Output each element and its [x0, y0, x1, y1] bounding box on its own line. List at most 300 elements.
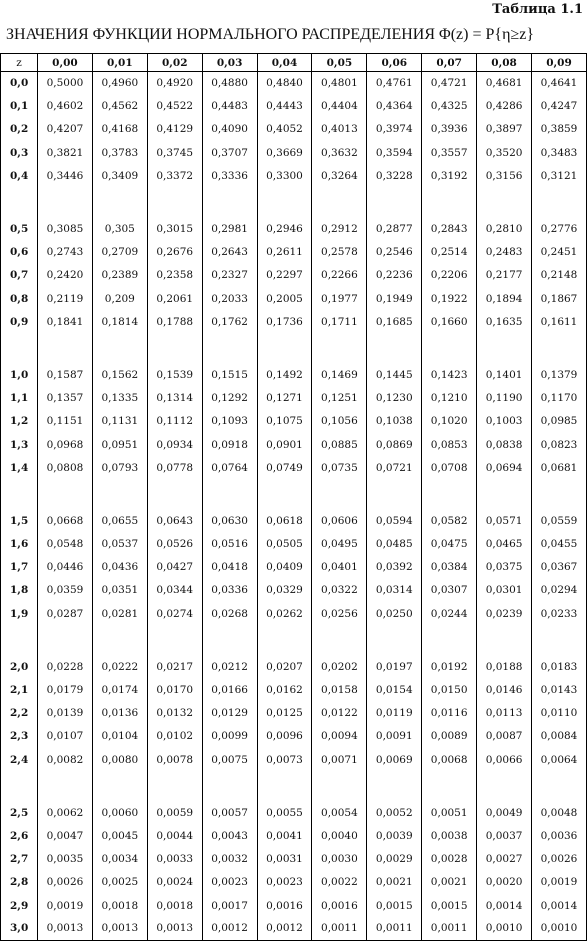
probability-cell: 0,0049	[477, 801, 532, 824]
column-header: 0,04	[257, 54, 312, 72]
probability-cell: 0,4168	[92, 118, 147, 141]
probability-cell: 0,0019	[38, 894, 93, 917]
probability-cell: 0,0129	[202, 702, 257, 725]
table-row	[1, 917, 587, 940]
z-value-cell: 2,5	[1, 801, 38, 824]
probability-cell: 0,1075	[257, 410, 312, 433]
spacer-cell	[92, 187, 147, 217]
probability-cell: 0,0367	[532, 556, 587, 579]
probability-cell: 0,0392	[367, 556, 422, 579]
probability-cell: 0,0244	[422, 602, 477, 625]
probability-cell: 0,1711	[312, 310, 367, 333]
probability-cell: 0,3783	[92, 141, 147, 164]
spacer-cell	[312, 333, 367, 363]
table-row	[1, 287, 587, 310]
probability-cell: 0,1357	[38, 387, 93, 410]
probability-cell: 0,1635	[477, 310, 532, 333]
spacer-cell	[1, 333, 38, 363]
header-row	[1, 54, 587, 72]
spacer-cell	[532, 479, 587, 509]
probability-cell: 0,1922	[422, 287, 477, 310]
probability-cell: 0,2358	[147, 264, 202, 287]
z-value-cell: 2,1	[1, 678, 38, 701]
probability-cell: 0,2946	[257, 217, 312, 240]
table-row	[1, 871, 587, 894]
table-row	[1, 363, 587, 386]
probability-cell: 0,1788	[147, 310, 202, 333]
probability-cell: 0,0113	[477, 702, 532, 725]
probability-cell: 0,4681	[477, 72, 532, 95]
probability-cell: 0,1469	[312, 363, 367, 386]
probability-cell: 0,4761	[367, 72, 422, 95]
probability-cell: 0,2810	[477, 217, 532, 240]
table-row	[1, 433, 587, 456]
probability-cell: 0,0045	[92, 824, 147, 847]
probability-cell: 0,0287	[38, 602, 93, 625]
probability-cell: 0,4443	[257, 95, 312, 118]
spacer-cell	[422, 187, 477, 217]
table-row	[1, 702, 587, 725]
probability-cell: 0,1020	[422, 410, 477, 433]
probability-cell: 0,0823	[532, 433, 587, 456]
probability-cell: 0,0192	[422, 655, 477, 678]
spacer-cell	[477, 187, 532, 217]
probability-cell: 0,0778	[147, 456, 202, 479]
probability-cell: 0,1190	[477, 387, 532, 410]
group-spacer-row	[1, 187, 587, 217]
probability-cell: 0,4090	[202, 118, 257, 141]
probability-cell: 0,3897	[477, 118, 532, 141]
spacer-cell	[202, 187, 257, 217]
probability-cell: 0,0039	[367, 824, 422, 847]
table-body	[1, 72, 587, 941]
probability-cell: 0,0038	[422, 824, 477, 847]
probability-cell: 0,0985	[532, 410, 587, 433]
probability-cell: 0,0013	[147, 917, 202, 940]
probability-cell: 0,0078	[147, 748, 202, 771]
probability-cell: 0,1112	[147, 410, 202, 433]
probability-cell: 0,1379	[532, 363, 587, 386]
probability-cell: 0,0594	[367, 509, 422, 532]
probability-cell: 0,1151	[38, 410, 93, 433]
probability-cell: 0,0559	[532, 509, 587, 532]
probability-cell: 0,1685	[367, 310, 422, 333]
probability-cell: 0,0808	[38, 456, 93, 479]
probability-cell: 0,0021	[422, 871, 477, 894]
probability-cell: 0,4880	[202, 72, 257, 95]
probability-cell: 0,0073	[257, 748, 312, 771]
probability-cell: 0,0019	[532, 871, 587, 894]
probability-cell: 0,4129	[147, 118, 202, 141]
probability-cell: 0,3974	[367, 118, 422, 141]
probability-cell: 0,1251	[312, 387, 367, 410]
probability-cell: 0,1335	[92, 387, 147, 410]
probability-cell: 0,2119	[38, 287, 93, 310]
probability-cell: 0,0401	[312, 556, 367, 579]
probability-cell: 0,0064	[532, 748, 587, 771]
probability-cell: 0,3085	[38, 217, 93, 240]
probability-cell: 0,0505	[257, 533, 312, 556]
probability-cell: 0,0548	[38, 533, 93, 556]
probability-cell: 0,1210	[422, 387, 477, 410]
probability-cell: 0,0233	[532, 602, 587, 625]
probability-cell: 0,0023	[257, 871, 312, 894]
probability-cell: 0,4052	[257, 118, 312, 141]
probability-cell: 0,2206	[422, 264, 477, 287]
column-header: 0,03	[202, 54, 257, 72]
column-header: 0,08	[477, 54, 532, 72]
probability-cell: 0,0136	[92, 702, 147, 725]
group-spacer-row	[1, 479, 587, 509]
table-row	[1, 72, 587, 95]
spacer-cell	[422, 333, 477, 363]
probability-cell: 0,4013	[312, 118, 367, 141]
spacer-cell	[422, 771, 477, 801]
probability-cell: 0,0749	[257, 456, 312, 479]
probability-cell: 0,0075	[202, 748, 257, 771]
table-row	[1, 579, 587, 602]
probability-cell: 0,5000	[38, 72, 93, 95]
probability-cell: 0,3192	[422, 164, 477, 187]
spacer-cell	[367, 333, 422, 363]
probability-cell: 0,0294	[532, 579, 587, 602]
probability-cell: 0,2005	[257, 287, 312, 310]
probability-cell: 0,1515	[202, 363, 257, 386]
probability-cell: 0,2743	[38, 241, 93, 264]
probability-cell: 0,4286	[477, 95, 532, 118]
table-row	[1, 602, 587, 625]
z-value-cell: 1,3	[1, 433, 38, 456]
probability-cell: 0,4801	[312, 72, 367, 95]
group-spacer-row	[1, 333, 587, 363]
probability-cell: 0,3015	[147, 217, 202, 240]
probability-cell: 0,0853	[422, 433, 477, 456]
probability-cell: 0,0116	[422, 702, 477, 725]
probability-cell: 0,0015	[422, 894, 477, 917]
spacer-cell	[477, 625, 532, 655]
probability-cell: 0,0087	[477, 725, 532, 748]
probability-cell: 0,2877	[367, 217, 422, 240]
table-row	[1, 655, 587, 678]
probability-cell: 0,2676	[147, 241, 202, 264]
probability-cell: 0,1056	[312, 410, 367, 433]
z-value-cell: 0,2	[1, 118, 38, 141]
probability-cell: 0,4562	[92, 95, 147, 118]
probability-cell: 0,0013	[92, 917, 147, 940]
probability-cell: 0,0322	[312, 579, 367, 602]
probability-cell: 0,0015	[367, 894, 422, 917]
probability-cell: 0,1170	[532, 387, 587, 410]
probability-cell: 0,0028	[422, 848, 477, 871]
probability-cell: 0,0154	[367, 678, 422, 701]
probability-cell: 0,0571	[477, 509, 532, 532]
table-row	[1, 848, 587, 871]
table-row	[1, 387, 587, 410]
probability-cell: 0,0082	[38, 748, 93, 771]
probability-cell: 0,4522	[147, 95, 202, 118]
probability-cell: 0,2643	[202, 241, 257, 264]
probability-cell: 0,3483	[532, 141, 587, 164]
z-value-cell: 1,0	[1, 363, 38, 386]
probability-cell: 0,0051	[422, 801, 477, 824]
probability-cell: 0,0951	[92, 433, 147, 456]
probability-cell: 0,3669	[257, 141, 312, 164]
probability-cell: 0,0375	[477, 556, 532, 579]
probability-cell: 0,0162	[257, 678, 312, 701]
z-value-cell: 2,7	[1, 848, 38, 871]
probability-cell: 0,0122	[312, 702, 367, 725]
group-spacer-row	[1, 625, 587, 655]
probability-cell: 0,1038	[367, 410, 422, 433]
z-value-cell: 2,9	[1, 894, 38, 917]
probability-cell: 0,0143	[532, 678, 587, 701]
column-header: 0,07	[422, 54, 477, 72]
probability-cell: 0,0027	[477, 848, 532, 871]
table-row	[1, 95, 587, 118]
probability-cell: 0,0274	[147, 602, 202, 625]
probability-cell: 0,0146	[477, 678, 532, 701]
probability-cell: 0,4920	[147, 72, 202, 95]
probability-cell: 0,0119	[367, 702, 422, 725]
probability-cell: 0,0968	[38, 433, 93, 456]
probability-cell: 0,0059	[147, 801, 202, 824]
probability-cell: 0,1271	[257, 387, 312, 410]
probability-cell: 0,1587	[38, 363, 93, 386]
spacer-cell	[257, 187, 312, 217]
spacer-cell	[532, 187, 587, 217]
probability-cell: 0,2578	[312, 241, 367, 264]
spacer-cell	[257, 771, 312, 801]
probability-cell: 0,0029	[367, 848, 422, 871]
z-value-cell: 0,3	[1, 141, 38, 164]
table-row	[1, 556, 587, 579]
z-value-cell: 2,0	[1, 655, 38, 678]
probability-cell: 0,0016	[312, 894, 367, 917]
spacer-cell	[532, 771, 587, 801]
probability-cell: 0,0150	[422, 678, 477, 701]
probability-cell: 0,0062	[38, 801, 93, 824]
probability-cell: 0,3821	[38, 141, 93, 164]
probability-cell: 0,0301	[477, 579, 532, 602]
probability-cell: 0,0655	[92, 509, 147, 532]
probability-cell: 0,0014	[532, 894, 587, 917]
spacer-cell	[1, 187, 38, 217]
probability-cell: 0,1977	[312, 287, 367, 310]
z-value-cell: 0,6	[1, 241, 38, 264]
probability-cell: 0,0281	[92, 602, 147, 625]
probability-cell: 0,0017	[202, 894, 257, 917]
probability-cell: 0,2483	[477, 241, 532, 264]
probability-cell: 0,2843	[422, 217, 477, 240]
probability-cell: 0,0023	[202, 871, 257, 894]
z-value-cell: 2,2	[1, 702, 38, 725]
z-value-cell: 3,0	[1, 917, 38, 940]
probability-cell: 0,1894	[477, 287, 532, 310]
probability-cell: 0,0409	[257, 556, 312, 579]
probability-cell: 0,0455	[532, 533, 587, 556]
probability-cell: 0,4207	[38, 118, 93, 141]
probability-cell: 0,1003	[477, 410, 532, 433]
z-value-cell: 2,6	[1, 824, 38, 847]
probability-cell: 0,0020	[477, 871, 532, 894]
probability-cell: 0,0089	[422, 725, 477, 748]
probability-cell: 0,0436	[92, 556, 147, 579]
probability-cell: 0,0011	[422, 917, 477, 940]
probability-cell: 0,3594	[367, 141, 422, 164]
probability-cell: 0,0040	[312, 824, 367, 847]
probability-cell: 0,0228	[38, 655, 93, 678]
probability-cell: 0,0268	[202, 602, 257, 625]
spacer-cell	[202, 333, 257, 363]
spacer-cell	[367, 771, 422, 801]
z-value-cell: 1,2	[1, 410, 38, 433]
z-value-cell: 1,7	[1, 556, 38, 579]
probability-cell: 0,0526	[147, 533, 202, 556]
probability-cell: 0,3557	[422, 141, 477, 164]
spacer-cell	[367, 625, 422, 655]
probability-cell: 0,0013	[38, 917, 93, 940]
probability-cell: 0,1445	[367, 363, 422, 386]
probability-cell: 0,4364	[367, 95, 422, 118]
spacer-cell	[202, 625, 257, 655]
spacer-cell	[202, 771, 257, 801]
probability-cell: 0,2776	[532, 217, 587, 240]
probability-cell: 0,0694	[477, 456, 532, 479]
probability-cell: 0,0793	[92, 456, 147, 479]
probability-cell: 0,1093	[202, 410, 257, 433]
probability-cell: 0,0044	[147, 824, 202, 847]
column-header: 0,05	[312, 54, 367, 72]
normal-distribution-table	[0, 53, 587, 941]
table-row	[1, 264, 587, 287]
spacer-cell	[38, 333, 93, 363]
probability-cell: 0,2981	[202, 217, 257, 240]
column-header: 0,02	[147, 54, 202, 72]
spacer-cell	[147, 771, 202, 801]
z-value-cell: 1,5	[1, 509, 38, 532]
probability-cell: 0,0582	[422, 509, 477, 532]
probability-cell: 0,2236	[367, 264, 422, 287]
table-row	[1, 725, 587, 748]
table-row	[1, 410, 587, 433]
z-value-cell: 0,1	[1, 95, 38, 118]
probability-cell: 0,0485	[367, 533, 422, 556]
probability-cell: 0,1814	[92, 310, 147, 333]
spacer-cell	[477, 771, 532, 801]
probability-cell: 0,0055	[257, 801, 312, 824]
probability-cell: 0,0174	[92, 678, 147, 701]
probability-cell: 0,0014	[477, 894, 532, 917]
probability-cell: 0,1660	[422, 310, 477, 333]
probability-cell: 0,0096	[257, 725, 312, 748]
probability-cell: 0,0475	[422, 533, 477, 556]
probability-cell: 0,0084	[532, 725, 587, 748]
table-row	[1, 217, 587, 240]
spacer-cell	[92, 625, 147, 655]
probability-cell: 0,2177	[477, 264, 532, 287]
probability-cell: 0,0202	[312, 655, 367, 678]
probability-cell: 0,0170	[147, 678, 202, 701]
probability-cell: 0,4960	[92, 72, 147, 95]
probability-cell: 0,0606	[312, 509, 367, 532]
spacer-cell	[312, 625, 367, 655]
probability-cell: 0,2266	[312, 264, 367, 287]
probability-cell: 0,3859	[532, 118, 587, 141]
probability-cell: 0,0047	[38, 824, 93, 847]
spacer-cell	[257, 333, 312, 363]
probability-cell: 0,0030	[312, 848, 367, 871]
probability-cell: 0,2420	[38, 264, 93, 287]
probability-cell: 0,3264	[312, 164, 367, 187]
spacer-cell	[38, 771, 93, 801]
probability-cell: 0,1423	[422, 363, 477, 386]
probability-cell: 0,4721	[422, 72, 477, 95]
probability-cell: 0,3372	[147, 164, 202, 187]
probability-cell: 0,0021	[367, 871, 422, 894]
spacer-cell	[422, 625, 477, 655]
column-header-z: z	[1, 54, 38, 72]
spacer-cell	[477, 479, 532, 509]
probability-cell: 0,0183	[532, 655, 587, 678]
probability-cell: 0,0764	[202, 456, 257, 479]
probability-cell: 0,0035	[38, 848, 93, 871]
probability-cell: 0,0080	[92, 748, 147, 771]
spacer-cell	[147, 333, 202, 363]
spacer-cell	[147, 479, 202, 509]
probability-cell: 0,0052	[367, 801, 422, 824]
table-row	[1, 118, 587, 141]
probability-cell: 0,0107	[38, 725, 93, 748]
spacer-cell	[257, 479, 312, 509]
spacer-cell	[92, 333, 147, 363]
probability-cell: 0,0066	[477, 748, 532, 771]
spacer-cell	[367, 479, 422, 509]
probability-cell: 0,0158	[312, 678, 367, 701]
probability-cell: 0,3632	[312, 141, 367, 164]
probability-cell: 0,0091	[367, 725, 422, 748]
table-heading: ЗНАЧЕНИЯ ФУНКЦИИ НОРМАЛЬНОГО РАСПРЕДЕЛЕНИЯ Φ(z) = P{η≥z}	[6, 26, 535, 43]
probability-cell: 0,0668	[38, 509, 93, 532]
probability-cell: 0,0630	[202, 509, 257, 532]
probability-cell: 0,0026	[38, 871, 93, 894]
probability-cell: 0,0465	[477, 533, 532, 556]
table-row	[1, 310, 587, 333]
z-value-cell: 0,5	[1, 217, 38, 240]
probability-cell: 0,0217	[147, 655, 202, 678]
probability-cell: 0,0011	[367, 917, 422, 940]
probability-cell: 0,0010	[477, 917, 532, 940]
probability-cell: 0,2546	[367, 241, 422, 264]
probability-cell: 0,0018	[147, 894, 202, 917]
probability-cell: 0,0132	[147, 702, 202, 725]
z-value-cell: 1,4	[1, 456, 38, 479]
probability-cell: 0,1492	[257, 363, 312, 386]
probability-cell: 0,3446	[38, 164, 93, 187]
table-row	[1, 533, 587, 556]
z-value-cell: 0,8	[1, 287, 38, 310]
z-value-cell: 0,4	[1, 164, 38, 187]
spacer-cell	[1, 625, 38, 655]
probability-cell: 0,0222	[92, 655, 147, 678]
probability-cell: 0,0041	[257, 824, 312, 847]
table-row	[1, 748, 587, 771]
probability-cell: 0,0060	[92, 801, 147, 824]
table-row	[1, 678, 587, 701]
z-value-cell: 2,8	[1, 871, 38, 894]
spacer-cell	[312, 187, 367, 217]
probability-cell: 0,0099	[202, 725, 257, 748]
probability-cell: 0,0057	[202, 801, 257, 824]
